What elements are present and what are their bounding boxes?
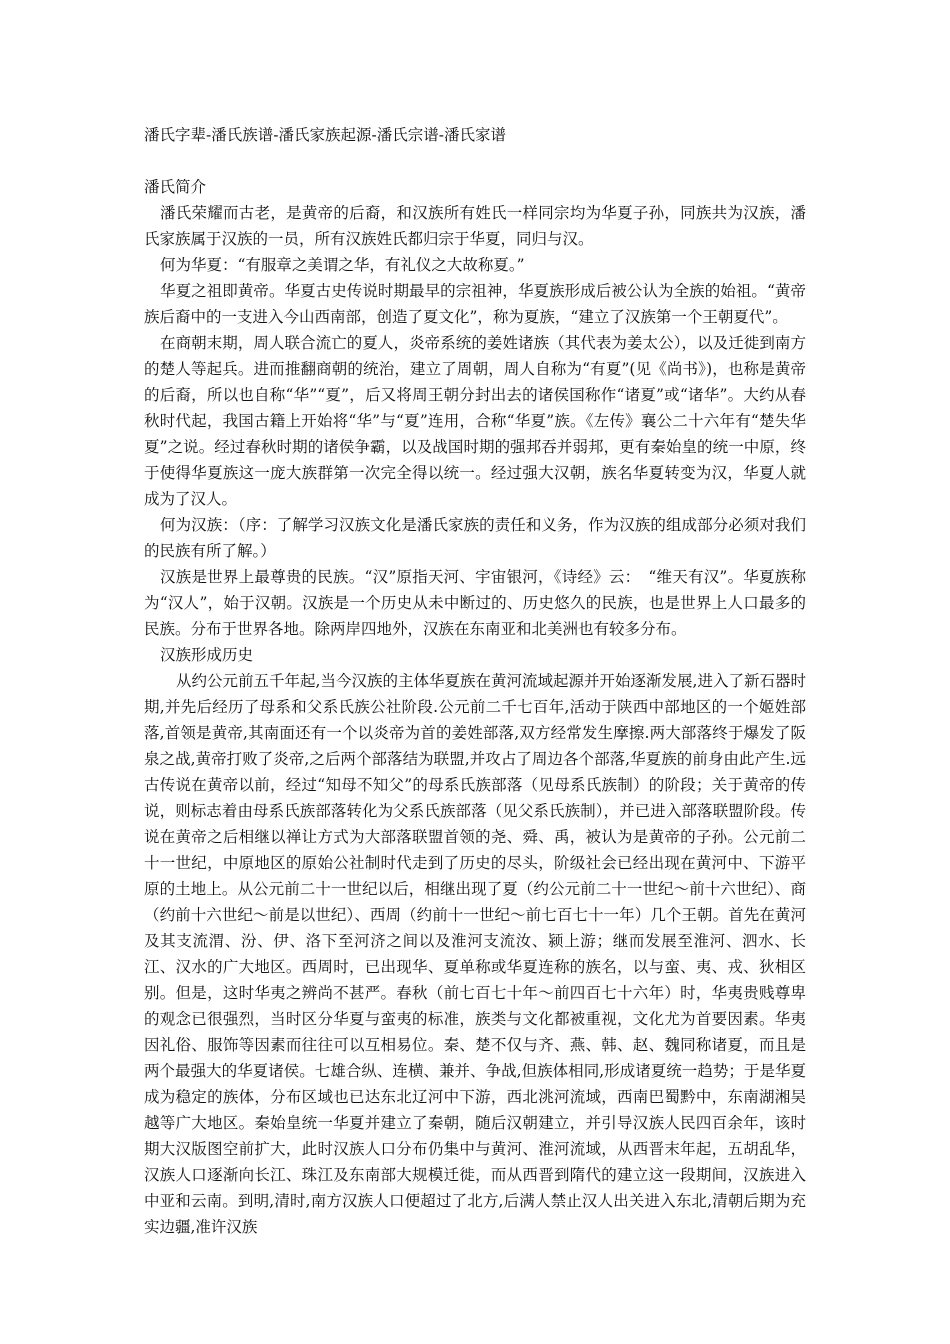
paragraph-han-history: 从约公元前五千年起,当今汉族的主体华夏族在黄河流域起源并开始逐渐发展,进入了新石器时期,并先后经历了母系和父系氏族公社阶段.公元前二千七百年,活动于陕西中部地区的一个姬姓部落,首领是黄帝,其南面还有一个以炎帝为首的姜姓部落,双方经常发生摩擦.两大部落终于爆发了阪泉之战,黄帝打败了炎帝,之后两个部落结为联盟,并攻占了周边各个部落,华夏族的前身由此产生.远古传说在黄帝以前，经过“知母不知父”的母系氏族部落（见母系氏族制）的阶段；关于黄帝的传说，则标志着由母系氏族部落转化为父系氏族部落（见父系氏族制），并已进入部落联盟阶段。传说在黄帝之后相继以禅让方式为大部落联盟首领的尧、舜、禹，被认为是黄帝的子孙。公元前二十一世纪，中原地区的原始公社制时代走到了历史的尽头，阶级社会已经出现在黄河中、下游平原的土地上。从公元前二十一世纪以后，相继出现了夏（约公元前二十一世纪～前十六世纪）、商（约前十六世纪～前是以世纪）、西周（约前十一世纪～前七百七十一年）几个王朝。首先在黄河及其支流渭、汾、伊、洛下至河济之间以及淮河支流汝、颍上游；继而发展至淮河、泗水、长江、汉水的广大地区。西周时，已出现华、夏单称或华夏连称的族名，以与蛮、夷、戎、狄相区别。但是，这时华夷之辨尚不甚严。春秋（前七百七十年～前四百七十六年）时，华夷贵贱尊卑的观念已很强烈，当时区分华夏与蛮夷的标准，族类与文化都被重视，文化尤为首要因素。华夷因礼俗、服饰等因素而往往可以互相易位。秦、楚不仅与齐、燕、韩、赵、魏同称诸夏，而且是两个最强大的华夏诸侯。七雄合纵、连横、兼并、争战,但族体相同,形成诸夏统一趋势；于是华夏成为稳定的族体，分布区域也已达东北辽河中下游，西北洮河流域，西南巴蜀黔中，东南湖湘吴越等广大地区。秦始皇统一华夏并建立了秦朝，随后汉朝建立，并引导汉族人民四百余年，该时期大汉版图空前扩大，此时汉族人口分布仍集中与黄河、淮河流域，从西晋末年起，五胡乱华，汉族人口逐渐向长江、珠江及东南部大规模迁徙，而从西晋到隋代的建立这一段期间，汉族进入中亚和云南。到明,清时,南方汉族人口便超过了北方,后满人禁止汉人出关进入东北,清朝后期为充实边疆,准许汉族	[144, 672, 806, 1236]
paragraph-huangdi: 华夏之祖即黄帝。华夏古史传说时期最早的宗祖神，华夏族形成后被公认为全族的始祖。“黄帝族后裔中的一支进入今山西南部，创造了夏文化”，称为夏族，“建立了汉族第一个王朝夏代”。	[144, 282, 806, 326]
document-title: 潘氏字辈-潘氏族谱-潘氏家族起源-潘氏宗谱-潘氏家谱	[144, 126, 506, 144]
paragraph-han-definition: 何为汉族：（序：了解学习汉族文化是潘氏家族的责任和义务，作为汉族的组成部分必须对我们的民族有所了解。）	[144, 516, 806, 560]
paragraph-huaxia-definition: 何为华夏：“有服章之美谓之华，有礼仪之大故称夏。”	[160, 256, 525, 274]
paragraph-intro: 潘氏荣耀而古老，是黄帝的后裔，和汉族所有姓氏一样同宗均为华夏子孙，同族共为汉族，潘氏家族属于汉族的一员，所有汉族姓氏都归宗于华夏，同归与汉。	[144, 204, 806, 248]
section-heading: 潘氏简介	[144, 178, 207, 196]
paragraph-zhou-dynasty: 在商朝末期，周人联合流亡的夏人，炎帝系统的姜姓诸族（其代表为姜太公），以及迁徙到南方的楚人等起兵。进而推翻商朝的统治，建立了周朝，周人自称为“有夏”(见《尚书》)，也称是黄帝的后裔，所以也自称“华”“夏”，后又将周王朝分封出去的诸侯国称作“诸夏”或“诸华”。大约从春秋时代起，我国古籍上开始将“华”与“夏”连用，合称“华夏”族。《左传》襄公二十六年有“楚失华夏”之说。经过春秋时期的诸侯争霸，以及战国时期的强邦吞并弱邦，更有秦始皇的统一中原，终于使得华夏族这一庞大族群第一次完全得以统一。经过强大汉朝，族名华夏转变为汉，华夏人就成为了汉人。	[144, 334, 806, 508]
document-body	[144, 122, 806, 1240]
subheading-han-history: 汉族形成历史	[160, 646, 254, 664]
paragraph-han-people: 汉族是世界上最尊贵的民族。“汉”原指天河、宇宙银河，《诗经》云： “维天有汉”。华夏族称为“汉人”，始于汉朝。汉族是一个历史从未中断过的、历史悠久的民族，也是世界上人口最多的民族。分布于世界各地。除两岸四地外，汉族在东南亚和北美洲也有较多分布。	[144, 568, 806, 638]
